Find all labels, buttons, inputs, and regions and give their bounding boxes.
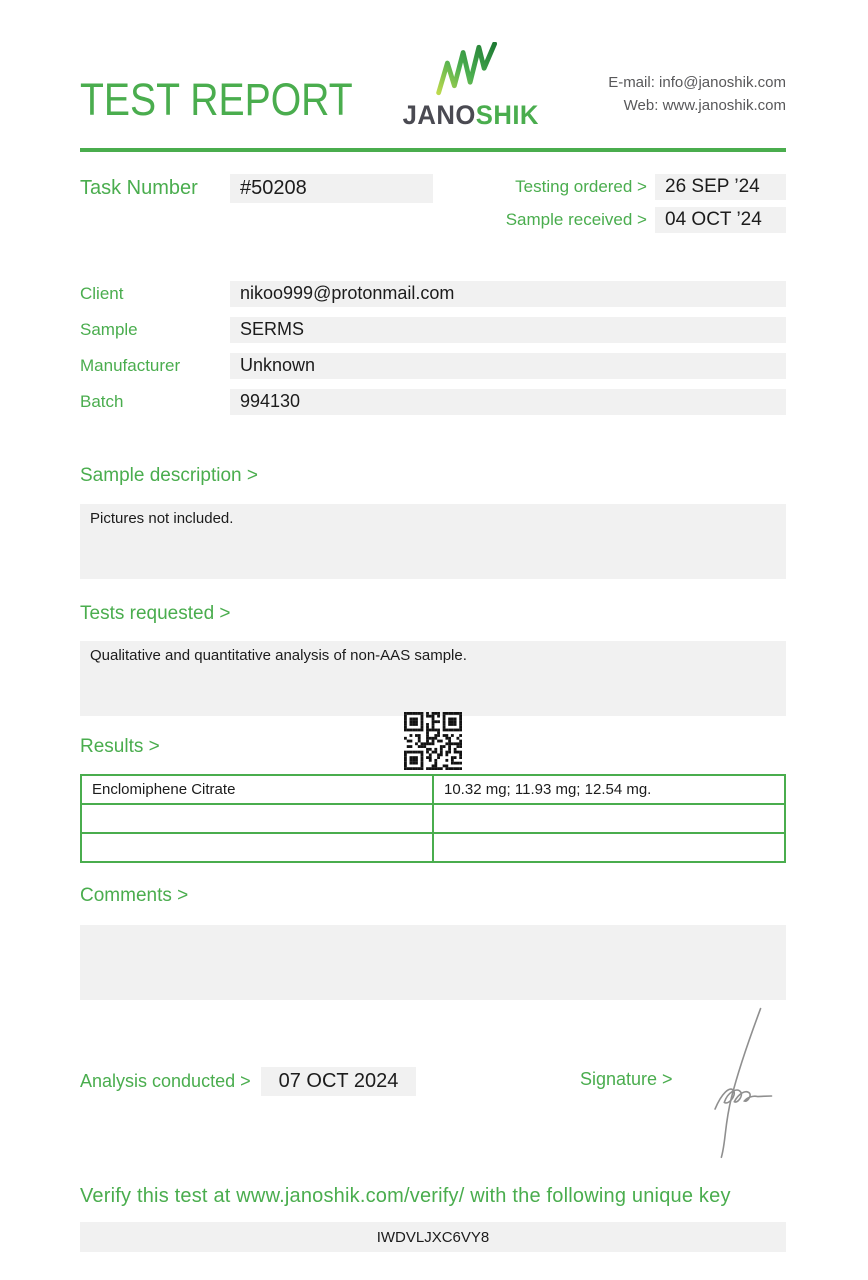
manufacturer-label: Manufacturer <box>80 356 181 375</box>
results-title: Results > <box>80 736 160 757</box>
chart-peaks-icon <box>428 42 514 98</box>
sample-description-title: Sample description > <box>80 465 258 486</box>
analysis-signature-row <box>80 1064 786 1098</box>
batch-value: 994130 <box>230 389 786 415</box>
analyte-cell <box>81 833 433 862</box>
sample-received-value: 04 OCT ’24 <box>655 207 786 233</box>
table-row <box>81 775 785 804</box>
detail-row-client <box>80 281 786 307</box>
tests-requested-box: Qualitative and quantitative analysis of non-AAS sample. <box>80 641 786 716</box>
signature-label: Signature > <box>580 1069 673 1089</box>
sample-received-row <box>506 207 786 233</box>
sample-received-label: Sample received > <box>505 210 647 229</box>
details-section <box>80 281 786 415</box>
task-number-row <box>80 174 433 203</box>
detail-row-batch <box>80 389 786 415</box>
sample-description-box: Pictures not included. <box>80 504 786 579</box>
comments-box <box>80 925 786 1000</box>
client-label: Client <box>80 284 124 303</box>
comments-title: Comments > <box>80 885 189 906</box>
detail-row-manufacturer <box>80 353 786 379</box>
qr-code <box>404 712 462 770</box>
contact-web <box>608 95 786 118</box>
analyte-cell <box>81 804 433 833</box>
batch-label: Batch <box>80 392 124 411</box>
contact-web-value: www.janoshik.com <box>662 96 786 114</box>
testing-ordered-label: Testing ordered > <box>515 177 647 196</box>
logo-text-accent: SHIK <box>475 100 539 130</box>
signature-image <box>695 1000 791 1163</box>
testing-ordered-value: 26 SEP ’24 <box>655 174 786 200</box>
contact-email-label: E-mail: <box>608 74 655 91</box>
header-divider <box>80 148 786 152</box>
sample-value: SERMS <box>230 317 786 343</box>
client-value: nikoo999@protonmail.com <box>230 281 786 307</box>
page-title: TEST REPORT <box>80 74 353 125</box>
table-row <box>81 804 785 833</box>
analyte-cell: Enclomiphene Citrate <box>81 775 433 804</box>
header <box>80 40 786 142</box>
results-table <box>80 774 786 863</box>
results-header <box>80 716 786 774</box>
result-cell: 10.32 mg; 11.93 mg; 12.54 mg. <box>433 775 785 804</box>
manufacturer-value: Unknown <box>230 353 786 379</box>
logo-wordmark <box>403 100 539 131</box>
table-row <box>81 833 785 862</box>
contact-email-value: info@janoshik.com <box>659 74 786 91</box>
tests-requested-title: Tests requested > <box>80 603 231 624</box>
verify-text: Verify this test at www.janoshik.com/verify/ with the following unique key <box>80 1185 731 1207</box>
contact-info <box>608 72 786 117</box>
task-number-label: Task Number <box>80 177 198 199</box>
result-cell <box>433 804 785 833</box>
contact-email <box>608 72 786 95</box>
logo-text-primary: JANO <box>402 100 476 130</box>
task-number-value: #50208 <box>230 174 433 203</box>
brand-logo <box>399 42 543 131</box>
qr-code-icon <box>404 712 462 770</box>
sample-label: Sample <box>80 320 138 339</box>
verify-key-box <box>80 1222 786 1252</box>
contact-web-label: Web: <box>623 96 659 114</box>
analysis-date-value: 07 OCT 2024 <box>261 1067 417 1096</box>
result-cell <box>433 833 785 862</box>
task-section <box>80 174 786 233</box>
analysis-conducted-label: Analysis conducted > <box>80 1070 251 1091</box>
detail-row-sample <box>80 317 786 343</box>
testing-ordered-row <box>515 174 786 200</box>
dates-column <box>506 174 786 233</box>
verify-key-value: IWDVLJXC6VY8 <box>376 1228 490 1246</box>
